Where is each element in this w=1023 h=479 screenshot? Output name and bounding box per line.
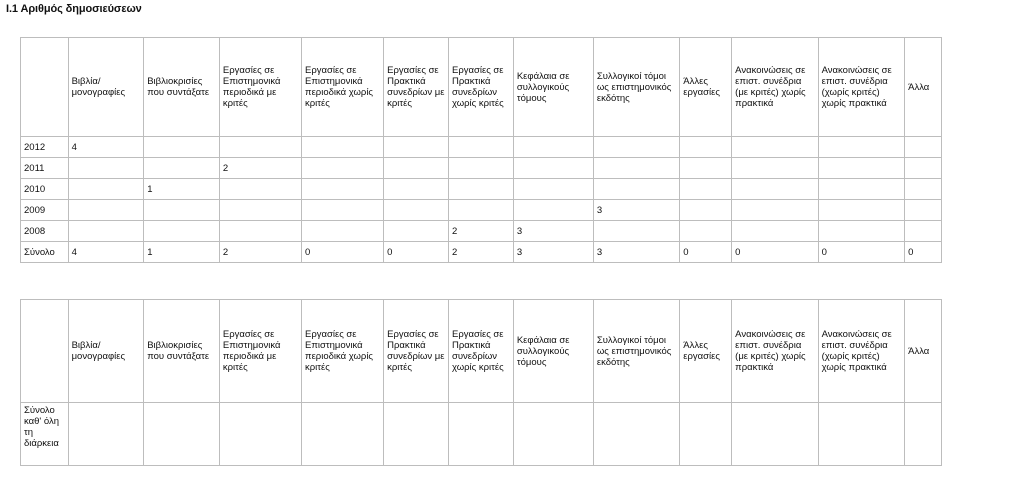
table-cell (818, 221, 904, 242)
table-cell: 0 (384, 242, 449, 263)
column-header: Ανακοινώσεις σε επιστ. συνέδρια (με κριτές) χωρίς πρακτικά (732, 38, 818, 137)
table-cell: 2 (219, 158, 301, 179)
table-cell (384, 137, 449, 158)
table-cell (302, 158, 384, 179)
table-cell: 4 (68, 242, 144, 263)
row-label: Σύνολο (21, 242, 69, 263)
table-cell (680, 179, 732, 200)
table-cell (219, 179, 301, 200)
table-cell: 3 (593, 242, 679, 263)
table-cell (905, 158, 942, 179)
table-cell (818, 179, 904, 200)
table-row (21, 200, 942, 221)
table-cell: 1 (144, 242, 220, 263)
table-cell (680, 137, 732, 158)
table-cell (905, 137, 942, 158)
table-cell (513, 158, 593, 179)
table-row (21, 179, 942, 200)
table-cell (732, 137, 818, 158)
row-label: 2008 (21, 221, 69, 242)
table-cell (449, 158, 514, 179)
table-cell: 0 (680, 242, 732, 263)
column-header: Βιβλία/ μονογραφίες (68, 300, 144, 403)
publications-total-table (20, 299, 942, 466)
table-cell (384, 403, 449, 466)
table-cell (732, 221, 818, 242)
column-header: Ανακοινώσεις σε επιστ. συνέδρια (χωρίς κριτές) χωρίς πρακτικά (818, 300, 904, 403)
table-row (21, 137, 942, 158)
row-label: 2012 (21, 137, 69, 158)
page-title: Ι.1 Αριθμός δημοσιεύσεων (6, 3, 142, 15)
table-cell (732, 200, 818, 221)
column-header: Βιβλία/ μονογραφίες (68, 38, 144, 137)
table-cell (513, 200, 593, 221)
column-header: Ανακοινώσεις σε επιστ. συνέδρια (με κριτές) χωρίς πρακτικά (732, 300, 818, 403)
total-row (21, 403, 942, 466)
table-cell (144, 221, 220, 242)
table-cell (449, 137, 514, 158)
table-cell (593, 179, 679, 200)
table-cell (818, 403, 904, 466)
table-cell (68, 403, 144, 466)
table-cell (68, 200, 144, 221)
table-cell: 4 (68, 137, 144, 158)
row-label: Σύνολο καθ' όλη τη διάρκεια (21, 403, 69, 466)
row-label: 2010 (21, 179, 69, 200)
table-cell: 2 (449, 221, 514, 242)
table-cell (818, 158, 904, 179)
column-header: Άλλα (905, 38, 942, 137)
table-cell (513, 179, 593, 200)
column-header: Συλλογικοί τόμοι ως επιστημονικός εκδότης (593, 38, 679, 137)
table-cell (384, 158, 449, 179)
corner-cell (21, 38, 69, 137)
table-cell (302, 221, 384, 242)
table-cell (513, 137, 593, 158)
column-header: Εργασίες σε Πρακτικά συνεδρίων χωρίς κριτές (449, 38, 514, 137)
column-header: Εργασίες σε Επιστημονικά περιοδικά χωρίς κριτές (302, 300, 384, 403)
table-cell (680, 403, 732, 466)
table-cell (144, 137, 220, 158)
table-cell: 0 (732, 242, 818, 263)
table-cell: 1 (144, 179, 220, 200)
table-cell (905, 403, 942, 466)
table-cell (384, 221, 449, 242)
table-cell (905, 179, 942, 200)
column-header: Εργασίες σε Πρακτικά συνεδρίων με κριτές (384, 300, 449, 403)
table-cell (449, 403, 514, 466)
row-label: 2009 (21, 200, 69, 221)
table-cell: 0 (905, 242, 942, 263)
table-cell (68, 179, 144, 200)
column-header: Άλλα (905, 300, 942, 403)
table-cell (593, 158, 679, 179)
table-cell (302, 137, 384, 158)
publications-by-year-table (20, 37, 942, 263)
column-header: Άλλες εργασίες (680, 38, 732, 137)
column-header: Εργασίες σε Επιστημονικά περιοδικά χωρίς κριτές (302, 38, 384, 137)
column-header: Εργασίες σε Πρακτικά συνεδρίων χωρίς κριτές (449, 300, 514, 403)
table-cell (732, 403, 818, 466)
table-cell: 0 (818, 242, 904, 263)
total-row (21, 242, 942, 263)
table-cell (384, 179, 449, 200)
row-label: 2011 (21, 158, 69, 179)
table-cell (905, 200, 942, 221)
table-cell (732, 179, 818, 200)
table-cell (513, 403, 593, 466)
header-row (21, 38, 942, 137)
table-cell (593, 403, 679, 466)
table-cell (818, 137, 904, 158)
table-cell: 2 (219, 242, 301, 263)
table-cell: 3 (513, 242, 593, 263)
column-header: Εργασίες σε Επιστημονικά περιοδικά με κριτές (219, 300, 301, 403)
table-cell (680, 158, 732, 179)
table-cell (732, 158, 818, 179)
table-cell (219, 137, 301, 158)
column-header: Άλλες εργασίες (680, 300, 732, 403)
table-cell: 3 (513, 221, 593, 242)
table-row (21, 158, 942, 179)
table-cell (449, 179, 514, 200)
table-cell (219, 221, 301, 242)
table-cell: 3 (593, 200, 679, 221)
corner-cell (21, 300, 69, 403)
table-cell (593, 221, 679, 242)
table-row (21, 221, 942, 242)
table-cell (302, 179, 384, 200)
table-cell (302, 200, 384, 221)
column-header: Βιβλιοκρισίες που συντάξατε (144, 300, 220, 403)
table-cell (449, 200, 514, 221)
table-cell (144, 158, 220, 179)
header-row (21, 300, 942, 403)
column-header: Κεφάλαια σε συλλογικούς τόμους (513, 38, 593, 137)
table-cell (680, 221, 732, 242)
column-header: Συλλογικοί τόμοι ως επιστημονικός εκδότης (593, 300, 679, 403)
table-cell (302, 403, 384, 466)
column-header: Κεφάλαια σε συλλογικούς τόμους (513, 300, 593, 403)
table-cell: 2 (449, 242, 514, 263)
table-cell (68, 158, 144, 179)
table-cell (818, 200, 904, 221)
table-cell (144, 200, 220, 221)
column-header: Ανακοινώσεις σε επιστ. συνέδρια (χωρίς κριτές) χωρίς πρακτικά (818, 38, 904, 137)
column-header: Εργασίες σε Πρακτικά συνεδρίων με κριτές (384, 38, 449, 137)
table-cell (384, 200, 449, 221)
table-cell (144, 403, 220, 466)
table-cell (219, 200, 301, 221)
column-header: Εργασίες σε Επιστημονικά περιοδικά με κριτές (219, 38, 301, 137)
column-header: Βιβλιοκρισίες που συντάξατε (144, 38, 220, 137)
table-cell (219, 403, 301, 466)
table-cell (905, 221, 942, 242)
table-cell (593, 137, 679, 158)
table-cell (68, 221, 144, 242)
table-cell: 0 (302, 242, 384, 263)
table-cell (680, 200, 732, 221)
